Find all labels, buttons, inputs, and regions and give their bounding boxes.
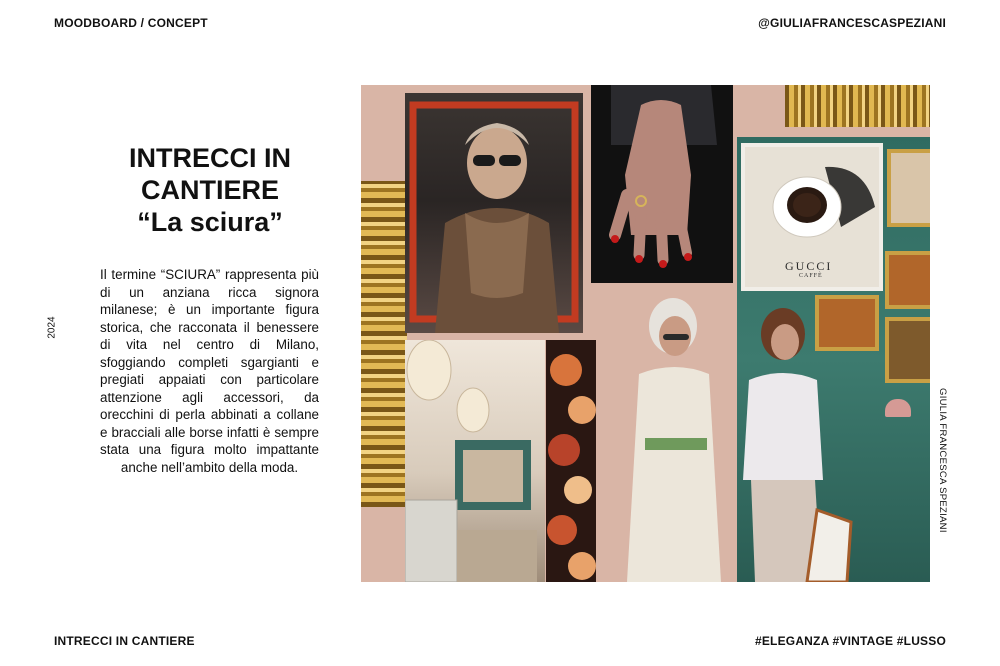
flowers-photo [546,340,596,582]
gold-frame-top-right [785,85,930,127]
lamp-shade [885,399,911,417]
gold-frame-left [361,181,407,507]
cup-sub: CAFFÈ [799,273,823,279]
women-illustration [601,290,871,582]
frame-small-1 [887,149,930,227]
title-line-3: “La sciura” [137,207,283,237]
frame-small-2 [885,251,930,309]
footer-left-label: INTRECCI IN CANTIERE [54,634,195,648]
side-credit: GIULIA FRANCESCA SPEZIANI [937,388,948,533]
footer-hashtags: #ELEGANZA #VINTAGE #LUSSO [754,634,946,648]
hand-photo [591,85,733,283]
header-handle: @GIULIAFRANCESCASPEZIANI [758,16,946,30]
header-left-label: MOODBOARD / CONCEPT [54,16,208,30]
cup-brand: GUCCI [785,259,833,273]
title-line-1: INTRECCI IN [129,143,291,173]
portrait-photo [405,93,583,333]
women-walking-photo [601,290,871,582]
hand-illustration [591,85,733,283]
flowers-illustration [546,340,596,582]
interior-illustration [405,340,545,582]
title-line-2: CANTIERE [140,175,279,205]
body-paragraph: Il termine “SCIURA” rappresenta più di un anziana ricca signora milanese; è un importante figura storica, che racconata il benessere di vita nel centro di Milano, sfoggiando completi sgargianti e pregiati appaiati con particolare attenzione agli accessori, da orecchini di perla abbinati a collane e bracciali alle borse infatti è sempre stata una figura molto impattante anche nell’ambito della moda. [100,267,319,475]
frame-small-4 [885,317,930,383]
moodboard-collage [361,85,930,582]
gucci-cup-photo [741,143,883,291]
interior-photo [405,340,545,582]
page-title [90,142,330,238]
year-label: 2024 [46,316,58,339]
portrait-illustration [405,93,583,333]
cup-illustration [745,147,879,257]
